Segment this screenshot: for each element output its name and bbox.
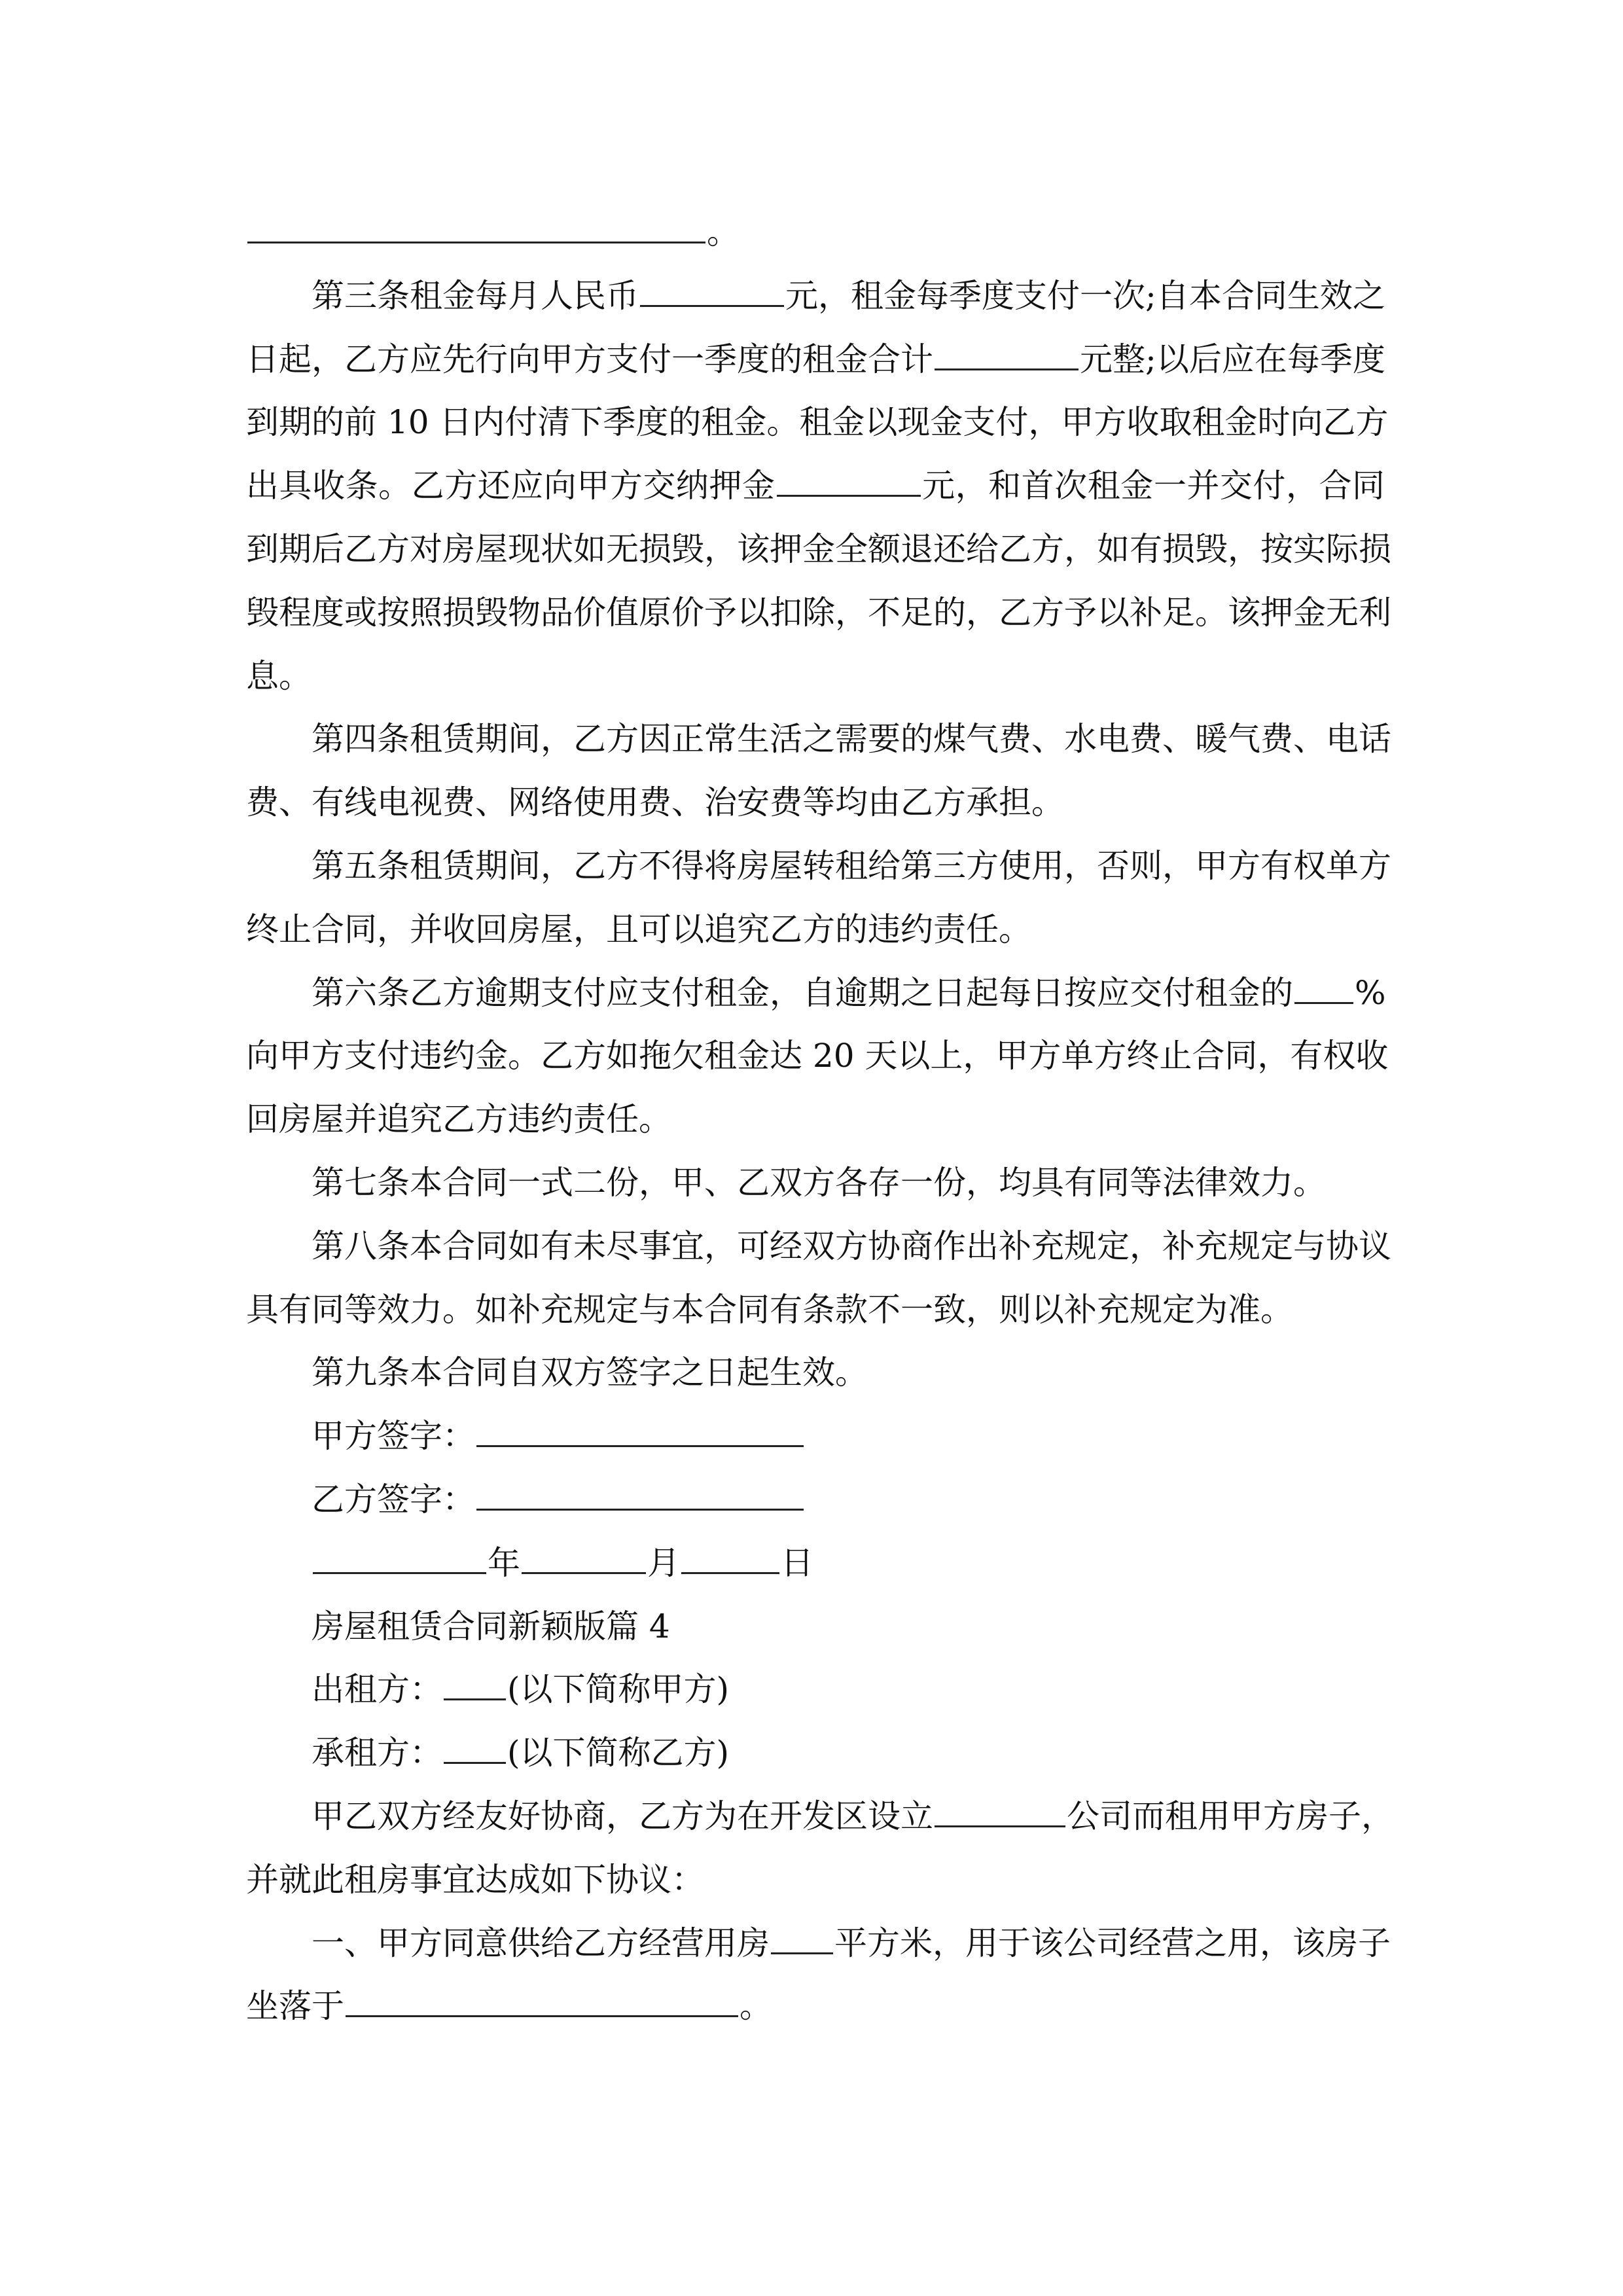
text-segment: 出具收条。乙方还应向甲方交纳押金: [246, 467, 776, 505]
text-line: [312, 1922, 1391, 1965]
text-line: [312, 1478, 1385, 1521]
text-line: [246, 528, 1391, 571]
text-segment: 坐落于: [246, 1987, 344, 2025]
fill-in-blank: [346, 1986, 738, 2017]
text-line: [246, 1098, 1385, 1141]
text-segment: 日: [781, 1544, 813, 1582]
fill-in-blank: [777, 466, 921, 497]
text-segment: 并就此租房事宜达成如下协议：: [246, 1861, 704, 1899]
fill-in-blank: [247, 213, 705, 243]
fill-in-blank: [771, 1924, 833, 1954]
text-line: [312, 1351, 1385, 1394]
text-line: [246, 781, 1385, 824]
text-segment: 元，和首次租金一并交付，合同: [921, 467, 1385, 505]
text-segment: 具有同等效力。如补充规定与本合同有条款不一致，则以补充规定为准。: [246, 1291, 1293, 1329]
text-line: [312, 1225, 1391, 1268]
fill-in-blank: [935, 340, 1079, 370]
text-segment: 终止合同，并收回房屋，且可以追究乙方的违约责任。: [246, 910, 1031, 948]
text-segment: 一、甲方同意供给乙方经营用房: [312, 1924, 770, 1962]
fill-in-blank: [476, 1480, 804, 1511]
text-segment: 息。: [246, 657, 312, 695]
text-line: [246, 401, 1389, 444]
text-segment: 公司而租用甲方房子，: [1067, 1797, 1394, 1835]
text-segment: 毁程度或按照损毁物品价值原价予以扣除，不足的，乙方予以补足。该押金无利: [246, 594, 1391, 632]
text-segment: 出租方：: [312, 1670, 442, 1708]
text-line: [312, 274, 1385, 317]
fill-in-blank: [444, 1733, 506, 1764]
text-segment: 。: [707, 213, 740, 251]
text-line: [312, 1731, 1385, 1774]
text-segment: 第五条租赁期间，乙方不得将房屋转租给第三方使用，否则，甲方有权单方: [312, 847, 1391, 885]
text-segment: 第九条本合同自双方签字之日起生效。: [312, 1354, 868, 1391]
text-segment: 甲乙双方经友好协商，乙方为在开发区设立: [312, 1797, 933, 1835]
text-line: [312, 1605, 1385, 1648]
text-segment: 向甲方支付违约金。乙方如拖欠租金达 20 天以上，甲方单方终止合同，有权收: [246, 1037, 1389, 1075]
fill-in-blank: [681, 1543, 779, 1574]
fill-in-blank: [935, 1797, 1065, 1827]
text-segment: 第三条租金每月人民币: [312, 277, 639, 315]
text-segment: 第七条本合同一式二份，甲、乙双方各存一份，均具有同等法律效力。: [312, 1164, 1326, 1202]
fill-in-blank: [522, 1543, 646, 1574]
text-line: [312, 971, 1385, 1014]
text-line: [246, 655, 1385, 698]
text-segment: 到期后乙方对房屋现状如无损毁，该押金全额退还给乙方，如有损毁，按实际损: [246, 530, 1391, 568]
text-segment: 元，租金每季度支付一次;自本合同生效之: [785, 277, 1385, 315]
text-segment: 第八条本合同如有未尽事宜，可经双方协商作出补充规定，补充规定与协议: [312, 1227, 1391, 1265]
text-segment: 月: [647, 1544, 680, 1582]
text-segment: 元整;以后应在每季度: [1080, 340, 1385, 378]
text-segment: 。: [740, 1987, 772, 2025]
text-line: [312, 844, 1391, 888]
text-segment: 到期的前 10 日内付清下季度的租金。租金以现金支付，甲方收取租金时向乙方: [246, 403, 1389, 441]
fill-in-blank: [476, 1416, 804, 1447]
text-line: [246, 464, 1385, 507]
text-segment: 平方米，用于该公司经营之用，该房子: [834, 1924, 1391, 1962]
text-segment: 甲方签字：: [312, 1417, 475, 1455]
fill-in-blank: [640, 276, 784, 307]
text-line: [246, 338, 1385, 381]
text-segment: 第六条乙方逾期支付应支付租金，自逾期之日起每日按应交付租金的: [312, 974, 1293, 1012]
text-line: [246, 1984, 1385, 2028]
text-line: [246, 1288, 1385, 1331]
text-line: [312, 1541, 1385, 1585]
text-segment: 房屋租赁合同新颖版篇 4: [312, 1607, 670, 1645]
text-line: [246, 211, 1385, 254]
fill-in-blank: [313, 1543, 486, 1574]
text-line: [312, 1668, 1385, 1711]
text-line: [312, 717, 1391, 761]
text-line: [246, 1858, 1385, 1901]
text-line: [246, 591, 1391, 634]
text-segment: 第四条租赁期间，乙方因正常生活之需要的煤气费、水电费、暖气费、电话: [312, 720, 1391, 758]
text-segment: 承租方：: [312, 1734, 442, 1772]
text-line: [312, 1414, 1385, 1458]
fill-in-blank: [444, 1670, 506, 1700]
text-line: [312, 1161, 1385, 1204]
text-segment: 日起，乙方应先行向甲方支付一季度的租金合计: [246, 340, 933, 378]
text-segment: (以下简称乙方): [507, 1734, 730, 1772]
text-segment: 费、有线电视费、网络使用费、治安费等均由乙方承担。: [246, 783, 1064, 821]
fill-in-blank: [1294, 973, 1353, 1004]
text-segment: %: [1355, 974, 1386, 1012]
text-segment: 年: [488, 1544, 520, 1582]
text-segment: 乙方签字：: [312, 1480, 475, 1518]
text-line: [312, 1795, 1394, 1838]
text-line: [246, 1034, 1389, 1077]
text-segment: (以下简称甲方): [507, 1670, 730, 1708]
text-segment: 回房屋并追究乙方违约责任。: [246, 1100, 671, 1138]
text-line: [246, 908, 1385, 951]
